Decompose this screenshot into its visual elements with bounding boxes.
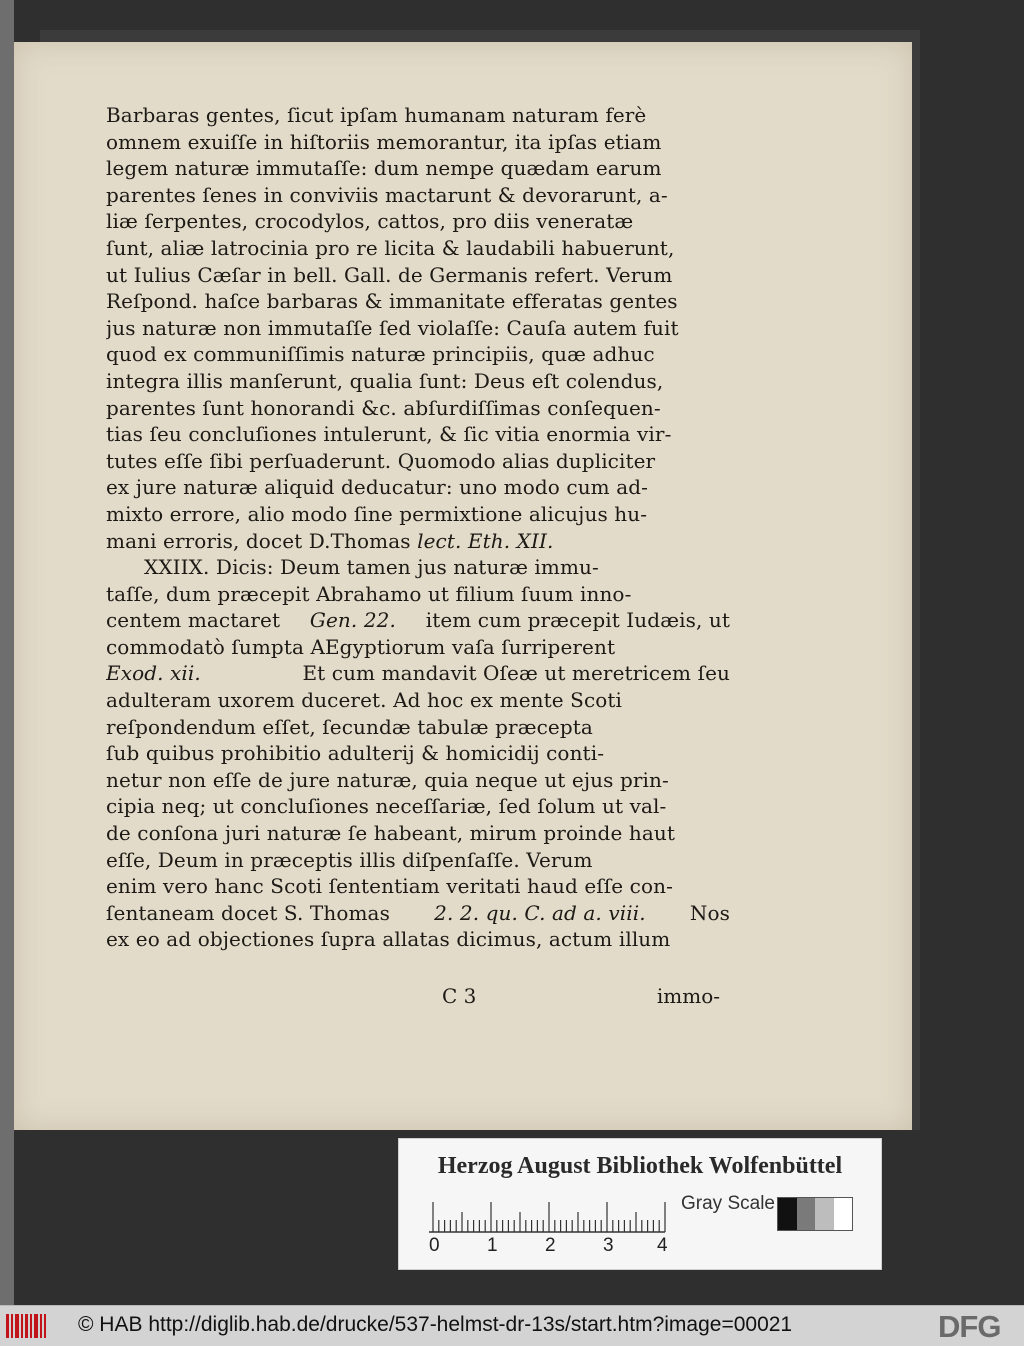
text-line-content: Et cum mandavit Oſeæ ut meretricem ſeu [302, 661, 730, 686]
text-line-content: taſſe, dum præcepit Abrahamo ut filium ſuum inno- [106, 581, 632, 606]
gray-swatch [815, 1198, 834, 1230]
text-line [106, 873, 730, 900]
text-line-content: jus naturæ non immutaſſe ſed violaſſe: Cauſa autem fuit [106, 315, 679, 340]
text-line [106, 634, 730, 661]
text-line [106, 847, 730, 874]
signature-mark: C 3 [442, 984, 477, 1008]
text-line [106, 581, 730, 608]
text-line [106, 607, 730, 634]
gray-swatch [797, 1198, 816, 1230]
dfg-logo: DFG [938, 1309, 1001, 1344]
catchword: immo- [656, 984, 720, 1008]
text-line-content: ex eo ad objectiones ſupra allatas dicimus, actum illum [106, 927, 671, 952]
text-line [106, 208, 730, 235]
text-line-content: parentes ſenes in conviviis mactarunt & devorarunt, a- [106, 182, 668, 207]
ruler-number: 4 [657, 1235, 668, 1256]
text-line [106, 129, 730, 156]
barcode-icon [6, 1314, 46, 1338]
text-line [106, 182, 730, 209]
page-footer [106, 984, 730, 1014]
text-line-content: eſſe, Deum in præceptis illis diſpenſaſſe. Verum [106, 847, 593, 872]
ruler-number: 3 [603, 1235, 614, 1256]
text-line-content: parentes ſunt honorandi &c. abſurdiſſimas conſequen- [106, 395, 661, 420]
ruler-scale [419, 1235, 699, 1259]
text-line [106, 421, 730, 448]
text-line-content: item cum præcepit Iudæis, ut [425, 608, 730, 633]
text-line [106, 501, 730, 528]
text-line [106, 315, 730, 342]
library-name: Herzog August Bibliothek Wolfenbüttel [437, 1153, 843, 1179]
text-line-content: ſentaneam docet S. Thomas [106, 900, 390, 925]
text-line [106, 714, 730, 741]
text-line [106, 341, 730, 368]
text-line-content: netur non eſſe de jure naturæ, quia neque ut ejus prin- [106, 767, 669, 792]
paragraph-start-line [106, 554, 730, 581]
text-line [106, 235, 730, 262]
text-line-content: reſpondendum eſſet, ſecundæ tabulæ præcepta [106, 714, 593, 739]
text-line [106, 820, 730, 847]
text-line [106, 660, 730, 687]
text-line [106, 155, 730, 182]
source-url-link[interactable]: © HAB http://diglib.hab.de/drucke/537-helmst-dr-13s/start.htm?image=00021 [78, 1313, 793, 1336]
text-line-content: ſub quibus prohibitio adulterij & homicidij conti- [106, 741, 605, 766]
text-line-content: liæ ſerpentes, crocodylos, cattos, pro diis veneratæ [106, 209, 634, 234]
text-line-content: Barbaras gentes, ſicut ipſam humanam naturam ferè [106, 103, 647, 127]
text-line [106, 926, 730, 953]
text-line-content: XXIIX. Dicis: Deum tamen jus naturæ immu- [144, 555, 599, 580]
text-line-content: quod ex communiſſimis naturæ principiis, quæ adhuc [106, 342, 655, 367]
citation-reference: Exod. xii. [106, 661, 201, 686]
ruler-number: 2 [545, 1235, 556, 1256]
page-text [106, 102, 730, 953]
text-line [106, 288, 730, 315]
text-line-content: tutes eſſe ſibi perſuaderunt. Quomodo alias dupliciter [106, 448, 656, 473]
text-line-content: commodatò ſumpta AEgyptiorum vaſa ſurriperent [106, 634, 616, 659]
text-line-content: mani erroris, docet D.Thomas [106, 528, 411, 553]
text-line [106, 395, 730, 422]
citation-reference: lect. Eth. XII. [417, 528, 554, 553]
text-line [106, 900, 730, 927]
citation-reference: Gen. 22. [309, 608, 396, 633]
text-line [106, 687, 730, 714]
ruler-icon [429, 1199, 689, 1233]
text-line [106, 740, 730, 767]
text-line-content: Nos [689, 900, 730, 925]
text-line [106, 262, 730, 289]
scanner-edge [0, 0, 14, 1305]
gray-scale-swatch [777, 1197, 853, 1231]
text-line [106, 368, 730, 395]
text-line-content: centem mactaret [106, 608, 281, 633]
text-line [106, 448, 730, 475]
text-line-content: legem naturæ immutaſſe: dum nempe quædam earum [106, 156, 662, 181]
text-line [106, 102, 730, 129]
text-line [106, 767, 730, 794]
text-line-content: Reſpond. haſce barbaras & immanitate efferatas gentes [106, 289, 678, 314]
text-line-content: mixto errore, alio modo ſine permixtione alicujus hu- [106, 501, 648, 526]
text-line-content: ſunt, aliæ latrocinia pro re licita & laudabili habuerunt, [106, 235, 675, 260]
text-line-content: enim vero hanc Scoti ſententiam veritati haud eſſe con- [106, 874, 673, 899]
text-line-content: omnem exuiſſe in hiſtoriis memorantur, ita ipſas etiam [106, 129, 662, 154]
text-line-content: ut Iulius Cæſar in bell. Gall. de Germanis refert. Verum [106, 262, 673, 287]
library-label-card [398, 1138, 882, 1270]
citation-reference: 2. 2. qu. C. ad a. viii. [434, 900, 646, 925]
gray-scale-label: Gray Scale [681, 1193, 775, 1214]
text-line-content: ex jure naturæ aliquid deducatur: uno modo cum ad- [106, 475, 648, 500]
text-line [106, 528, 730, 555]
text-line-content: de conſona juri naturæ ſe habeant, mirum proinde haut [106, 821, 675, 846]
ruler-number: 1 [487, 1235, 498, 1256]
gray-swatch [778, 1198, 797, 1230]
text-line-content: cipia neq; ut concluſiones neceſſariæ, ſed ſolum ut val- [106, 794, 667, 819]
gray-swatch [834, 1198, 853, 1230]
text-line-content: tias ſeu concluſiones intulerunt, & ſic vitia enormia vir- [106, 422, 672, 447]
book-page [14, 42, 912, 1130]
viewer-footer-bar [0, 1305, 1024, 1346]
text-line-content: integra illis manſerunt, qualia ſunt: Deus eſt colendus, [106, 368, 664, 393]
text-line [106, 793, 730, 820]
text-line-content: adulteram uxorem duceret. Ad hoc ex mente Scoti [106, 688, 623, 713]
text-line [106, 474, 730, 501]
ruler-number: 0 [429, 1235, 440, 1256]
